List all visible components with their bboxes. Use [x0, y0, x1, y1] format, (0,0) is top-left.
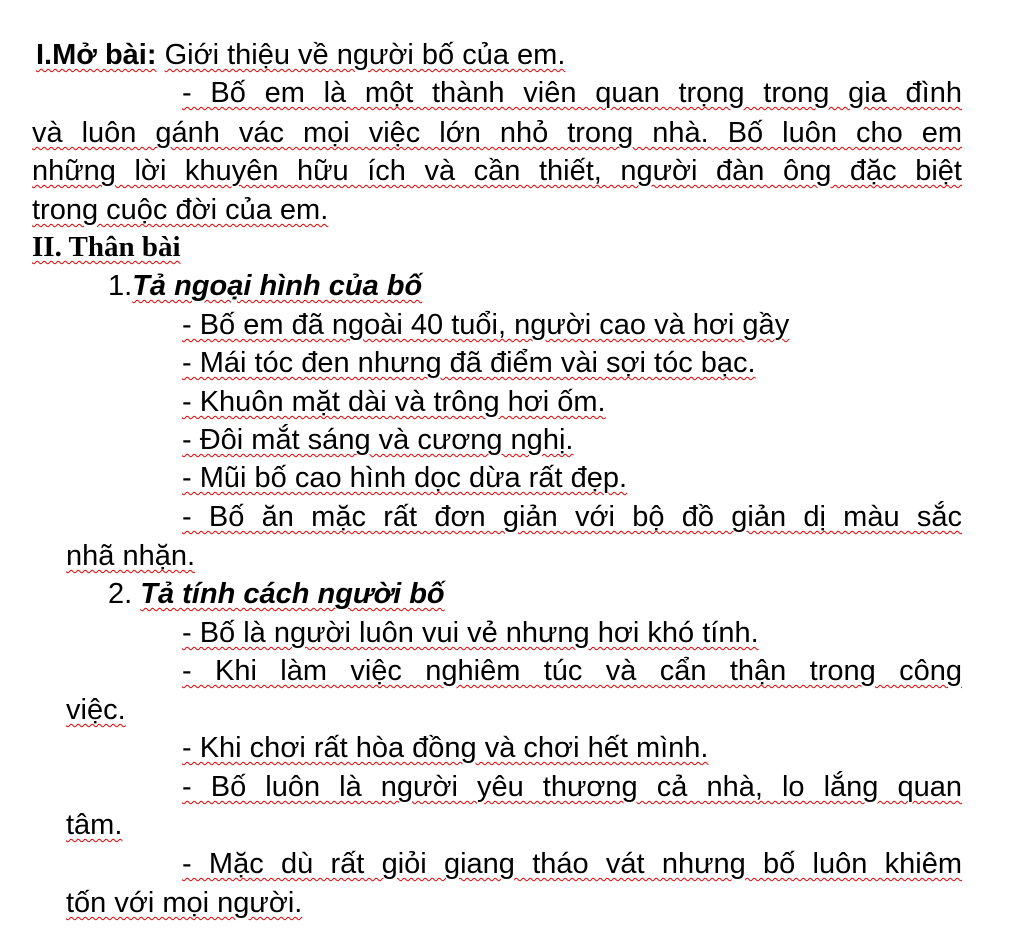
- list-item: - Bố là người luôn vui vẻ nhưng hơi khó tính.: [182, 617, 759, 649]
- list-item: - Khuôn mặt dài và trông hơi ốm.: [182, 386, 606, 418]
- section-1-heading: [108, 267, 422, 305]
- intro-heading: I.Mở bài:: [36, 39, 157, 71]
- intro-paragraph-line-3: những lời khuyên hữu ích và cần thiết, người đàn ông đặc biệt: [32, 155, 962, 187]
- list-item-continuation: tâm.: [66, 809, 123, 841]
- intro-paragraph-line-2: và luôn gánh vác mọi việc lớn nhỏ trong nhà. Bố luôn cho em: [32, 117, 962, 149]
- intro-paragraph-line-4: trong cuộc đời của em.: [32, 194, 329, 226]
- list-item: - Mũi bố cao hình dọc dừa rất đẹp.: [182, 462, 628, 494]
- list-item-continuation: tốn với mọi người.: [66, 887, 303, 919]
- intro-heading-line: [36, 36, 565, 74]
- list-item: - Khi làm việc nghiêm túc và cẩn thận trong công: [182, 655, 962, 687]
- list-item: - Bố luôn là người yêu thương cả nhà, lo lắng quan: [182, 771, 962, 803]
- intro-paragraph-line-1: - Bố em là một thành viên quan trọng trong gia đình: [182, 77, 962, 109]
- list-item: - Khi chơi rất hòa đồng và chơi hết mình.: [182, 732, 709, 764]
- list-item: - Bố em đã ngoài 40 tuổi, người cao và hơi gầy: [182, 309, 790, 341]
- section-2-number: 2.: [108, 578, 133, 610]
- section-1-title: Tả ngoại hình của bố: [132, 270, 423, 302]
- section-2-title: Tả tính cách người bố: [140, 578, 445, 610]
- section-2-heading: [108, 575, 445, 613]
- list-item: - Đôi mắt sáng và cương nghị.: [182, 424, 574, 456]
- list-item: - Mái tóc đen nhưng đã điểm vài sợi tóc bạc.: [182, 347, 756, 379]
- list-item-continuation: nhã nhặn.: [66, 540, 196, 572]
- section-1-number: 1.: [108, 270, 133, 302]
- list-item: - Mặc dù rất giỏi giang tháo vát nhưng bố luôn khiêm: [182, 848, 962, 880]
- intro-heading-text: Giới thiệu về người bố của em.: [164, 39, 566, 71]
- list-item-continuation: việc.: [66, 694, 126, 726]
- list-item: - Bố ăn mặc rất đơn giản với bộ đồ giản dị màu sắc: [182, 501, 962, 533]
- body-heading: II. Thân bài: [32, 231, 181, 263]
